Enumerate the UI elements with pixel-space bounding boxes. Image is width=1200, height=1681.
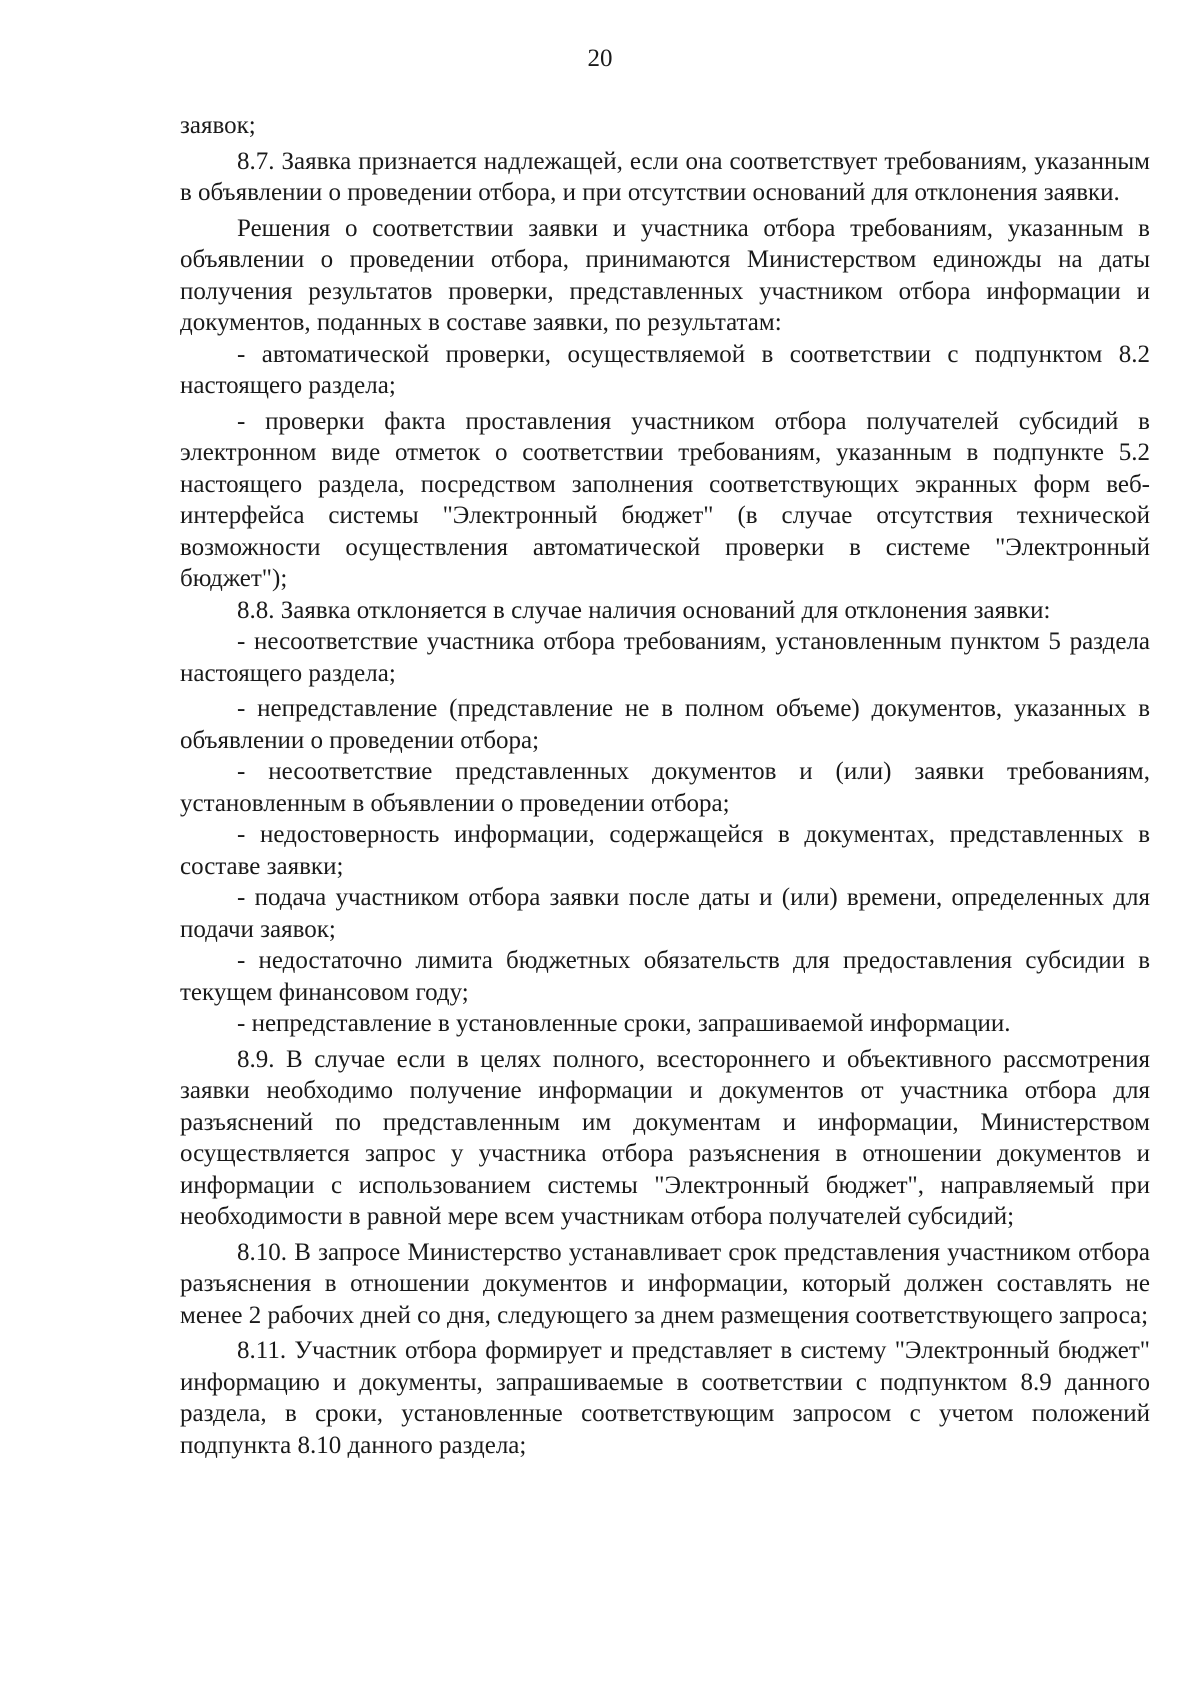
- list-item: - автоматической проверки, осуществляемой в соответствии с подпунктом 8.2 настоящего раздела;: [180, 340, 1150, 399]
- paragraph: 8.7. Заявка признается надлежащей, если она соответствует требованиям, указанным в объявлении о проведении отбора, и при отсутствии оснований для отклонения заявки.: [180, 147, 1150, 206]
- list-item: - проверки факта проставления участником отбора получателей субсидий в электронном виде отметок о соответствии требованиям, указанным в подпункте 5.2 настоящего раздела, посредством заполнения соответствующих экранных форм веб-интерфейса системы "Электронный бюджет" (в случае отсутствия технической возможности осуществления автоматической проверки в системе "Электронный бюджет");: [180, 407, 1150, 592]
- paragraph: 8.10. В запросе Министерство устанавливает срок представления участником отбора разъяснения в отношении документов и информации, который должен составлять не менее 2 рабочих дней со дня, следующего за днем размещения соответствующего запроса;: [180, 1238, 1150, 1329]
- list-item: - недостаточно лимита бюджетных обязательств для предоставления субсидии в текущем финансовом году;: [180, 947, 1150, 1006]
- list-item: - недостоверность информации, содержащейся в документах, представленных в составе заявки;: [180, 821, 1150, 880]
- list-item: - несоответствие участника отбора требованиям, установленным пунктом 5 раздела настоящего раздела;: [180, 628, 1150, 687]
- paragraph: 8.11. Участник отбора формирует и представляет в систему "Электронный бюджет" информацию и документы, запрашиваемые в соответствии с подпунктом 8.9 данного раздела, в сроки, установленные соответствующим запросом с учетом положений подпункта 8.10 данного раздела;: [180, 1337, 1150, 1459]
- paragraph: Решения о соответствии заявки и участника отбора требованиям, указанным в объявлении о проведении отбора, принимаются Министерством единожды на даты получения результатов проверки, представленных участником отбора информации и документов, поданных в составе заявки, по результатам:: [180, 214, 1150, 336]
- list-item: - непредставление в установленные сроки, запрашиваемой информации.: [237, 1010, 1011, 1037]
- paragraph: 8.8. Заявка отклоняется в случае наличия оснований для отклонения заявки:: [237, 596, 1051, 624]
- document-body: [180, 110, 1150, 1461]
- list-item: - несоответствие представленных документов и (или) заявки требованиям, установленным в объявлении о проведении отбора;: [180, 758, 1150, 817]
- list-item: - непредставление (представление не в полном объеме) документов, указанных в объявлении о проведении отбора;: [180, 695, 1150, 754]
- paragraph: 8.9. В случае если в целях полного, всестороннего и объективного рассмотрения заявки необходимо получение информации и документов от участника отбора для разъяснений по представленным им документам и информации, Министерством осуществляется запрос у участника отбора разъяснения в отношении документов и информации с использованием системы "Электронный бюджет", направляемый при необходимости в равной мере всем участникам отбора получателей субсидий;: [180, 1045, 1150, 1230]
- list-item: - подача участником отбора заявки после даты и (или) времени, определенных для подачи заявок;: [180, 884, 1150, 943]
- page-number: 20: [587, 45, 613, 72]
- paragraph: заявок;: [180, 112, 256, 139]
